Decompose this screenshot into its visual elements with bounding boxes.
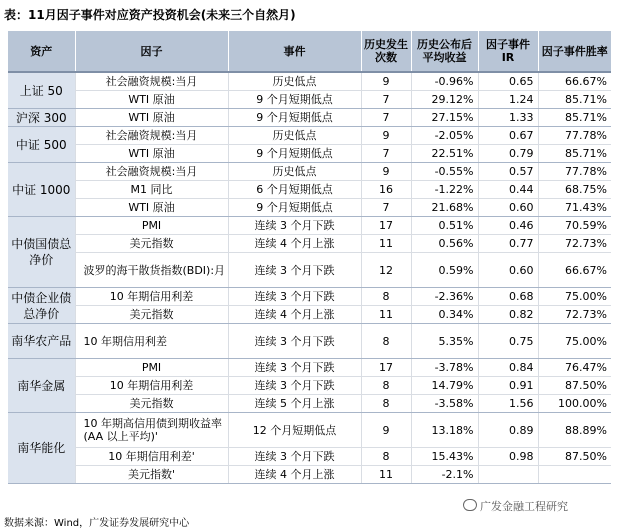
event-cell: 连续 3 个月下跌 xyxy=(228,288,361,306)
table-row xyxy=(8,377,611,395)
count-cell: 8 xyxy=(361,377,411,395)
factor-cell: 社会融资规模:当月 xyxy=(75,163,228,181)
win-cell: 77.78% xyxy=(538,163,611,181)
event-cell: 9 个月短期低点 xyxy=(228,145,361,163)
factor-cell: 社会融资规模:当月 xyxy=(75,72,228,91)
table-row xyxy=(8,91,611,109)
factor-cell: WTI 原油 xyxy=(75,109,228,127)
win-cell: 85.71% xyxy=(538,109,611,127)
ret-cell: 22.51% xyxy=(411,145,478,163)
ir-cell: 0.60 xyxy=(478,253,538,288)
win-cell: 87.50% xyxy=(538,448,611,466)
event-cell: 9 个月短期低点 xyxy=(228,91,361,109)
count-cell: 7 xyxy=(361,109,411,127)
header-asset: 资产 xyxy=(8,31,75,72)
factor-cell: PMI xyxy=(75,217,228,235)
table-row xyxy=(8,109,611,127)
event-cell: 12 个月短期低点 xyxy=(228,413,361,448)
ir-cell: 1.33 xyxy=(478,109,538,127)
ir-cell: 0.84 xyxy=(478,359,538,377)
win-cell: 77.78% xyxy=(538,127,611,145)
count-cell: 9 xyxy=(361,127,411,145)
table-row xyxy=(8,72,611,91)
ret-cell: 0.51% xyxy=(411,217,478,235)
win-cell: 88.89% xyxy=(538,413,611,448)
count-cell: 9 xyxy=(361,72,411,91)
ir-cell: 0.65 xyxy=(478,72,538,91)
wechat-icon xyxy=(463,499,477,511)
win-cell: 72.73% xyxy=(538,306,611,324)
count-cell: 9 xyxy=(361,413,411,448)
event-cell: 连续 3 个月下跌 xyxy=(228,253,361,288)
event-cell: 连续 4 个月上涨 xyxy=(228,306,361,324)
asset-cell: 南华能化 xyxy=(8,413,75,484)
source-note: 数据来源：Wind，广发证券发展研究中心 xyxy=(4,518,190,529)
ir-cell: 0.46 xyxy=(478,217,538,235)
count-cell: 17 xyxy=(361,217,411,235)
ret-cell: 15.43% xyxy=(411,448,478,466)
factor-cell: PMI xyxy=(75,359,228,377)
ir-cell: 0.98 xyxy=(478,448,538,466)
factor-cell: 美元指数 xyxy=(75,395,228,413)
factor-cell: 美元指数 xyxy=(75,306,228,324)
win-cell: 75.00% xyxy=(538,288,611,306)
table-row xyxy=(8,163,611,181)
factor-cell: 美元指数' xyxy=(75,466,228,484)
header-row xyxy=(8,31,611,72)
asset-cell: 上证 50 xyxy=(8,72,75,109)
asset-cell: 中债企业债总净价 xyxy=(8,288,75,324)
ir-cell: 0.82 xyxy=(478,306,538,324)
count-cell: 11 xyxy=(361,306,411,324)
ir-cell: 0.77 xyxy=(478,235,538,253)
ir-cell: 0.79 xyxy=(478,145,538,163)
header-count: 历史发生次数 xyxy=(361,31,411,72)
ret-cell: -1.22% xyxy=(411,181,478,199)
win-cell: 72.73% xyxy=(538,235,611,253)
table-row xyxy=(8,235,611,253)
header-win-rate: 因子事件胜率 xyxy=(538,31,611,72)
event-cell: 历史低点 xyxy=(228,163,361,181)
ret-cell: 21.68% xyxy=(411,199,478,217)
table-row xyxy=(8,306,611,324)
event-cell: 连续 3 个月下跌 xyxy=(228,377,361,395)
event-cell: 连续 3 个月下跌 xyxy=(228,217,361,235)
count-cell: 17 xyxy=(361,359,411,377)
win-cell: 100.00% xyxy=(538,395,611,413)
ret-cell: 0.34% xyxy=(411,306,478,324)
count-cell: 16 xyxy=(361,181,411,199)
event-cell: 9 个月短期低点 xyxy=(228,199,361,217)
win-cell: 87.50% xyxy=(538,377,611,395)
ir-cell xyxy=(478,466,538,484)
count-cell: 11 xyxy=(361,466,411,484)
ir-cell: 1.24 xyxy=(478,91,538,109)
ir-cell: 0.91 xyxy=(478,377,538,395)
asset-cell: 南华农产品 xyxy=(8,324,75,359)
watermark xyxy=(460,497,571,515)
asset-cell: 中证 1000 xyxy=(8,163,75,217)
count-cell: 7 xyxy=(361,91,411,109)
table-row xyxy=(8,359,611,377)
ret-cell: 0.59% xyxy=(411,253,478,288)
factor-cell: 10 年期高信用债到期收益率(AA 以上平均)' xyxy=(75,413,228,448)
count-cell: 12 xyxy=(361,253,411,288)
count-cell: 7 xyxy=(361,145,411,163)
asset-cell: 南华金属 xyxy=(8,359,75,413)
factor-cell: M1 同比 xyxy=(75,181,228,199)
ir-cell: 0.67 xyxy=(478,127,538,145)
ret-cell: -2.1% xyxy=(411,466,478,484)
table-row xyxy=(8,199,611,217)
table-row xyxy=(8,217,611,235)
ret-cell: 27.15% xyxy=(411,109,478,127)
event-cell: 9 个月短期低点 xyxy=(228,109,361,127)
count-cell: 7 xyxy=(361,199,411,217)
win-cell: 76.47% xyxy=(538,359,611,377)
ir-cell: 0.60 xyxy=(478,199,538,217)
event-cell: 连续 4 个月上涨 xyxy=(228,466,361,484)
ir-cell: 1.56 xyxy=(478,395,538,413)
header-return: 历史公布后平均收益 xyxy=(411,31,478,72)
ir-cell: 0.89 xyxy=(478,413,538,448)
count-cell: 8 xyxy=(361,324,411,359)
count-cell: 8 xyxy=(361,448,411,466)
ret-cell: -2.05% xyxy=(411,127,478,145)
ir-cell: 0.57 xyxy=(478,163,538,181)
header-ir: 因子事件IR xyxy=(478,31,538,72)
ret-cell: -2.36% xyxy=(411,288,478,306)
count-cell: 9 xyxy=(361,163,411,181)
ret-cell: -0.96% xyxy=(411,72,478,91)
asset-cell: 沪深 300 xyxy=(8,109,75,127)
win-cell: 66.67% xyxy=(538,253,611,288)
table-row xyxy=(8,181,611,199)
table-row xyxy=(8,413,611,448)
table-title: 表：11月因子事件对应资产投资机会(未来三个自然月) xyxy=(4,8,296,22)
factor-cell: 波罗的海干散货指数(BDI):月 xyxy=(75,253,228,288)
win-cell: 70.59% xyxy=(538,217,611,235)
header-event: 事件 xyxy=(228,31,361,72)
table-row xyxy=(8,448,611,466)
event-cell: 连续 5 个月上涨 xyxy=(228,395,361,413)
count-cell: 8 xyxy=(361,288,411,306)
count-cell: 8 xyxy=(361,395,411,413)
asset-cell: 中债国债总净价 xyxy=(8,217,75,288)
asset-cell: 中证 500 xyxy=(8,127,75,163)
ret-cell: 0.56% xyxy=(411,235,478,253)
ir-cell: 0.75 xyxy=(478,324,538,359)
header-factor: 因子 xyxy=(75,31,228,72)
investment-table xyxy=(8,31,611,484)
table-row xyxy=(8,253,611,288)
event-cell: 历史低点 xyxy=(228,72,361,91)
event-cell: 6 个月短期低点 xyxy=(228,181,361,199)
factor-cell: 10 年期信用利差' xyxy=(75,448,228,466)
event-cell: 历史低点 xyxy=(228,127,361,145)
ret-cell: 13.18% xyxy=(411,413,478,448)
ret-cell: -3.78% xyxy=(411,359,478,377)
event-cell: 连续 3 个月下跌 xyxy=(228,324,361,359)
factor-cell: 10 年期信用利差 xyxy=(75,288,228,306)
table-row xyxy=(8,466,611,484)
factor-cell: 10 年期信用利差 xyxy=(75,324,228,359)
win-cell: 66.67% xyxy=(538,72,611,91)
win-cell: 68.75% xyxy=(538,181,611,199)
event-cell: 连续 3 个月下跌 xyxy=(228,448,361,466)
ir-cell: 0.44 xyxy=(478,181,538,199)
ret-cell: -3.58% xyxy=(411,395,478,413)
table-row xyxy=(8,324,611,359)
win-cell: 85.71% xyxy=(538,91,611,109)
table-row xyxy=(8,395,611,413)
table-row xyxy=(8,145,611,163)
win-cell: 85.71% xyxy=(538,145,611,163)
ret-cell: 5.35% xyxy=(411,324,478,359)
win-cell: 75.00% xyxy=(538,324,611,359)
factor-cell: 社会融资规模:当月 xyxy=(75,127,228,145)
ir-cell: 0.68 xyxy=(478,288,538,306)
count-cell: 11 xyxy=(361,235,411,253)
table-row xyxy=(8,127,611,145)
ret-cell: 14.79% xyxy=(411,377,478,395)
factor-cell: WTI 原油 xyxy=(75,145,228,163)
factor-cell: 10 年期信用利差 xyxy=(75,377,228,395)
factor-cell: WTI 原油 xyxy=(75,199,228,217)
win-cell: 71.43% xyxy=(538,199,611,217)
factor-cell: 美元指数 xyxy=(75,235,228,253)
factor-cell: WTI 原油 xyxy=(75,91,228,109)
event-cell: 连续 3 个月下跌 xyxy=(228,359,361,377)
watermark-text: 广发金融工程研究 xyxy=(480,500,568,513)
event-cell: 连续 4 个月上涨 xyxy=(228,235,361,253)
ret-cell: 29.12% xyxy=(411,91,478,109)
ret-cell: -0.55% xyxy=(411,163,478,181)
win-cell xyxy=(538,466,611,484)
table-body xyxy=(8,72,611,484)
table-row xyxy=(8,288,611,306)
